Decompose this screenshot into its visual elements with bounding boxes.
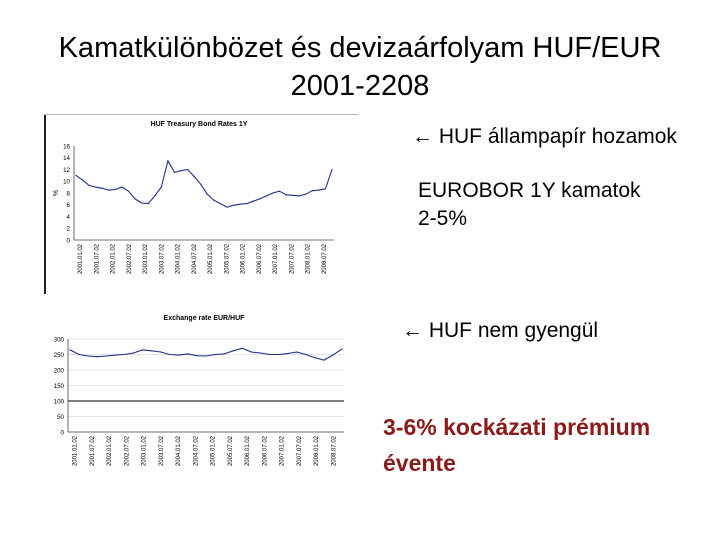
data-point <box>148 203 149 204</box>
data-point <box>305 194 306 195</box>
bond-rate-chart <box>44 112 360 294</box>
data-point <box>287 353 288 354</box>
x-tick-label: 2001.01.02 <box>78 244 85 275</box>
data-point <box>151 350 152 351</box>
data-point <box>97 356 98 357</box>
data-point <box>253 201 254 202</box>
annotation-huf-not-weakening: ← HUF nem gyengül <box>402 319 599 342</box>
data-point <box>115 355 116 356</box>
y-tick-label: 0 <box>66 237 70 245</box>
x-tick-label: 2004.01.02 <box>176 436 183 467</box>
data-point <box>174 172 175 173</box>
data-point <box>323 360 324 361</box>
data-point <box>89 185 90 186</box>
x-tick-label: 2006.01.02 <box>245 436 252 467</box>
data-point <box>292 195 293 196</box>
x-tick-label: 2007.07.02 <box>296 436 303 467</box>
data-point <box>108 190 109 191</box>
x-tick-label: 2006.01.02 <box>240 244 247 275</box>
x-tick-label: 2001.07.02 <box>89 436 96 467</box>
data-point <box>251 351 252 352</box>
data-point <box>187 169 188 170</box>
data-series-line <box>76 161 332 207</box>
data-point <box>233 350 234 351</box>
x-tick-label: 2002.01.02 <box>107 436 114 467</box>
x-tick-label: 2004.01.02 <box>175 244 182 275</box>
data-point <box>187 353 188 354</box>
y-tick-label: 200 <box>53 367 64 375</box>
x-tick-label: 2003.01.02 <box>143 244 150 275</box>
x-tick-label: 2008.07.02 <box>331 436 338 467</box>
y-tick-label: 100 <box>53 398 64 406</box>
data-point <box>180 170 181 171</box>
annotation-euribor-line1: EUROBOR 1Y kamatok <box>418 179 641 202</box>
data-point <box>106 355 107 356</box>
data-point <box>95 187 96 188</box>
data-point <box>332 355 333 356</box>
data-point <box>115 189 116 190</box>
data-point <box>200 184 201 185</box>
data-point <box>82 180 83 181</box>
data-point <box>135 198 136 199</box>
data-point <box>278 354 279 355</box>
chart-title: HUF Treasury Bond Rates 1Y <box>150 121 248 128</box>
exchange-rate-chart <box>44 308 354 480</box>
data-point <box>141 202 142 203</box>
data-point <box>196 355 197 356</box>
x-tick-label: 2005.07.02 <box>227 436 234 467</box>
annotation-risk-premium-line1: 3-6% kockázati prémium <box>383 414 651 440</box>
y-tick-label: 10 <box>63 178 70 186</box>
data-point <box>272 192 273 193</box>
data-point <box>213 200 214 201</box>
x-tick-label: 2004.07.02 <box>191 244 198 275</box>
y-tick-label: 6 <box>66 202 70 210</box>
annotation-euribor-line2: 2-5% <box>418 207 468 230</box>
x-tick-label: 2003.01.02 <box>141 436 148 467</box>
data-point <box>246 203 247 204</box>
annotation-huf-bond-yields: ← HUF állampapír hozamok <box>412 125 677 148</box>
data-point <box>102 188 103 189</box>
data-point <box>194 176 195 177</box>
x-tick-label: 2001.01.02 <box>72 436 79 467</box>
x-tick-label: 2004.07.02 <box>193 436 200 467</box>
data-point <box>75 175 76 176</box>
data-point <box>215 354 216 355</box>
data-point <box>207 194 208 195</box>
slide-title-line-2: 2001-2208 <box>290 70 430 102</box>
x-tick-label: 2006.07.02 <box>256 244 263 275</box>
x-tick-label: 2005.07.02 <box>224 244 231 275</box>
y-tick-label: 50 <box>57 413 64 421</box>
y-tick-label: 250 <box>53 351 64 359</box>
data-point <box>259 198 260 199</box>
data-point <box>124 354 125 355</box>
x-tick-label: 2002.01.02 <box>110 244 117 275</box>
data-point <box>128 191 129 192</box>
y-tick-label: 4 <box>66 213 70 221</box>
x-tick-label: 2008.07.02 <box>321 244 328 275</box>
data-point <box>240 204 241 205</box>
x-tick-label: 2005.01.02 <box>210 436 217 467</box>
data-point <box>312 190 313 191</box>
data-point <box>133 352 134 353</box>
data-point <box>266 195 267 196</box>
x-tick-label: 2001.07.02 <box>94 244 101 275</box>
data-point <box>242 348 243 349</box>
data-point <box>178 355 179 356</box>
data-point <box>325 188 326 189</box>
data-point <box>279 191 280 192</box>
data-point <box>224 353 225 354</box>
x-tick-label: 2005.01.02 <box>208 244 215 275</box>
y-tick-label: 150 <box>53 382 64 390</box>
slide-title-line-1: Kamatkülönbözet és devizaárfolyam HUF/EUR <box>58 32 662 64</box>
y-tick-label: 0 <box>60 429 64 437</box>
x-tick-label: 2008.01.02 <box>305 244 312 275</box>
x-tick-label: 2002.07.02 <box>124 436 131 467</box>
data-point <box>269 354 270 355</box>
data-point <box>296 351 297 352</box>
data-point <box>341 348 342 349</box>
x-tick-label: 2002.07.02 <box>126 244 133 275</box>
data-point <box>161 187 162 188</box>
data-point <box>69 349 70 350</box>
x-tick-label: 2007.01.02 <box>279 436 286 467</box>
data-point <box>160 351 161 352</box>
y-tick-label: 16 <box>63 143 70 151</box>
data-point <box>318 190 319 191</box>
data-point <box>226 207 227 208</box>
x-tick-label: 2003.07.02 <box>159 244 166 275</box>
y-tick-label: 2 <box>66 225 70 233</box>
data-point <box>205 355 206 356</box>
x-tick-label: 2007.07.02 <box>289 244 296 275</box>
data-point <box>331 169 332 170</box>
chart-title: Exchange rate EUR/HUF <box>163 315 245 322</box>
data-point <box>121 187 122 188</box>
data-point <box>79 354 80 355</box>
y-axis-label: % <box>53 189 60 197</box>
x-tick-label: 2008.01.02 <box>314 436 321 467</box>
data-point <box>314 357 315 358</box>
data-point <box>88 355 89 356</box>
y-tick-label: 12 <box>63 166 70 174</box>
data-point <box>305 354 306 355</box>
data-point <box>233 205 234 206</box>
y-tick-label: 300 <box>53 336 64 344</box>
data-point <box>169 354 170 355</box>
y-tick-label: 8 <box>66 190 70 198</box>
data-point <box>154 195 155 196</box>
y-tick-label: 14 <box>63 155 70 163</box>
x-tick-label: 2006.07.02 <box>262 436 269 467</box>
data-point <box>142 349 143 350</box>
annotation-risk-premium-line2: évente <box>383 450 456 476</box>
data-point <box>299 195 300 196</box>
x-tick-label: 2007.01.02 <box>273 244 280 275</box>
data-point <box>167 160 168 161</box>
data-point <box>286 194 287 195</box>
x-tick-label: 2003.07.02 <box>158 436 165 467</box>
data-point <box>220 203 221 204</box>
data-point <box>260 352 261 353</box>
